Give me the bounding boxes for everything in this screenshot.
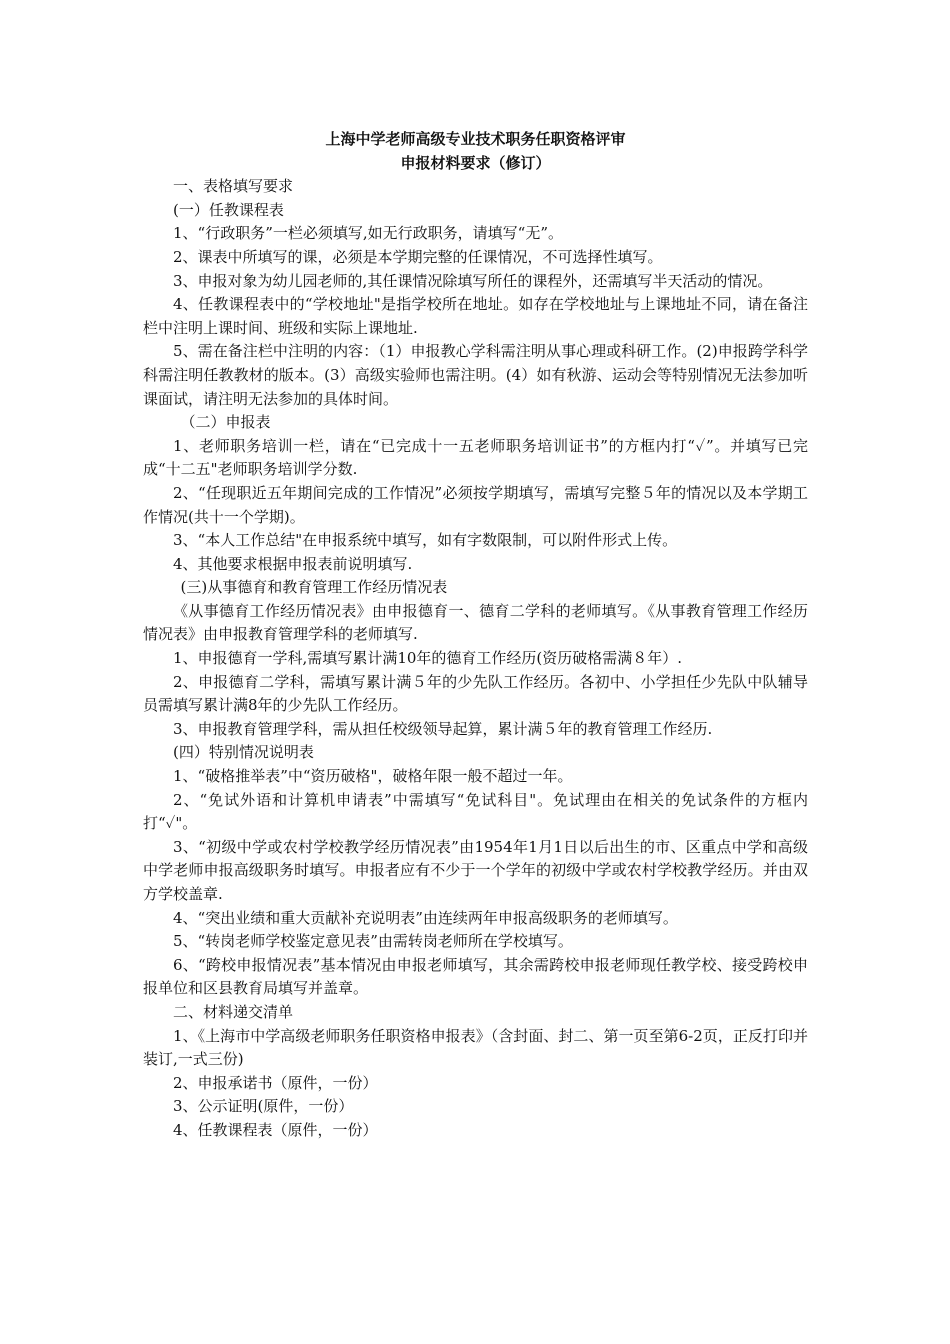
paragraph: 3、申报对象为幼儿园老师的,其任课情况除填写所任的课程外，还需填写半天活动的情况。	[173, 271, 773, 290]
list-item: 4、任教课程表（原件，一份）	[173, 1120, 378, 1139]
paragraph: 2、“任现职近五年期间完成的工作情况”必须按学期填写，需填写完整５年的情况以及本学期工作情况(共十一个学期)。	[143, 483, 808, 526]
paragraph: 《从事德育工作经历情况表》由申报德育一、德育二学科的老师填写。《从事教育管理工作经历情况表》由申报教育管理学科的老师填写.	[143, 601, 808, 644]
paragraph: 2、“免试外语和计算机申请表”中需填写“免试科目"。免试理由在相关的免试条件的方框内打“✓"。	[143, 790, 808, 833]
paragraph: 4、“突出业绩和重大贡献补充说明表”由连续两年申报高级职务的老师填写。	[173, 908, 678, 927]
paragraph: 3、“初级中学或农村学校教学经历情况表”由1954年1月1日以后出生的市、区重点中学和高级中学老师申报高级职务时填写。申报者应有不少于一个学年的初级中学或农村学校教学经历。并由双方学校盖章.	[143, 837, 808, 903]
subsection-heading: (一）任教课程表	[173, 200, 284, 219]
paragraph: 6、“跨校申报情况表”基本情况由申报老师填写，其余需跨校申报老师现任教学校、接受跨校申报单位和区县教育局填写并盖章。	[143, 955, 808, 998]
section-heading: 一、表格填写要求	[173, 177, 294, 196]
paragraph: 1、“破格推举表”中“资历破格"，破格年限一般不超过一年。	[173, 767, 573, 786]
list-item: 1、《上海市中学高级老师职务任职资格申报表》（含封面、封二、第一页至第6-2页，正反打印并装订,一式三份)	[143, 1026, 808, 1069]
paragraph: 2、申报德育二学科，需填写累计满５年的少先队工作经历。各初中、小学担任少先队中队辅导员需填写累计满8年的少先队工作经历。	[143, 672, 808, 715]
paragraph: 4、其他要求根据申报表前说明填写.	[173, 554, 413, 573]
list-item: 2、申报承诺书（原件，一份）	[173, 1073, 378, 1092]
section-heading: 二、材料递交清单	[173, 1002, 294, 1021]
paragraph: 2、课表中所填写的课，必须是本学期完整的任课情况，不可选择性填写。	[173, 247, 663, 266]
paragraph: 4、任教课程表中的“学校地址"是指学校所在地址。如存在学校地址与上课地址不同，请在备注栏中注明上课时间、班级和实际上课地址.	[143, 295, 808, 337]
subsection-heading: (三)从事德育和教育管理工作经历情况表	[180, 578, 448, 597]
subsection-heading: （二）申报表	[180, 413, 271, 432]
paragraph: 5、需在备注栏中注明的内容：（1）申报教心学科需注明从事心理或科研工作。(2)申报跨学科学科需注明任教教材的版本。(3）高级实验师也需注明。(4）如有秋游、运动会等特别情况无法参加听课面试，请注明无法参加的具体时间。	[143, 342, 808, 408]
paragraph: 1、“行政职务”一栏必须填写,如无行政职务，请填写“无”。	[173, 224, 563, 243]
paragraph: 1、申报德育一学科,需填写累计满10年的德育工作经历(资历破格需满８年）.	[173, 649, 683, 668]
document-body	[143, 128, 808, 1143]
document-title-line2: 申报材料要求（修订）	[400, 153, 551, 172]
list-item: 3、公示证明(原件，一份）	[173, 1097, 354, 1116]
paragraph: 5、“转岗老师学校鉴定意见表”由需转岗老师所在学校填写。	[173, 932, 573, 951]
paragraph: 3、申报教育管理学科，需从担任校级领导起算，累计满５年的教育管理工作经历.	[173, 719, 713, 738]
paragraph: 1、老师职务培训一栏，请在“已完成十一五老师职务培训证书”的方框内打“✓”。并填写已完成“十二五"老师职务培训学分数.	[143, 436, 808, 479]
subsection-heading: (四）特别情况说明表	[173, 743, 314, 762]
paragraph: 3、“本人工作总结"在申报系统中填写，如有字数限制，可以附件形式上传。	[173, 531, 678, 550]
document-title-line1: 上海中学老师高级专业技术职务任职资格评审	[325, 130, 626, 148]
